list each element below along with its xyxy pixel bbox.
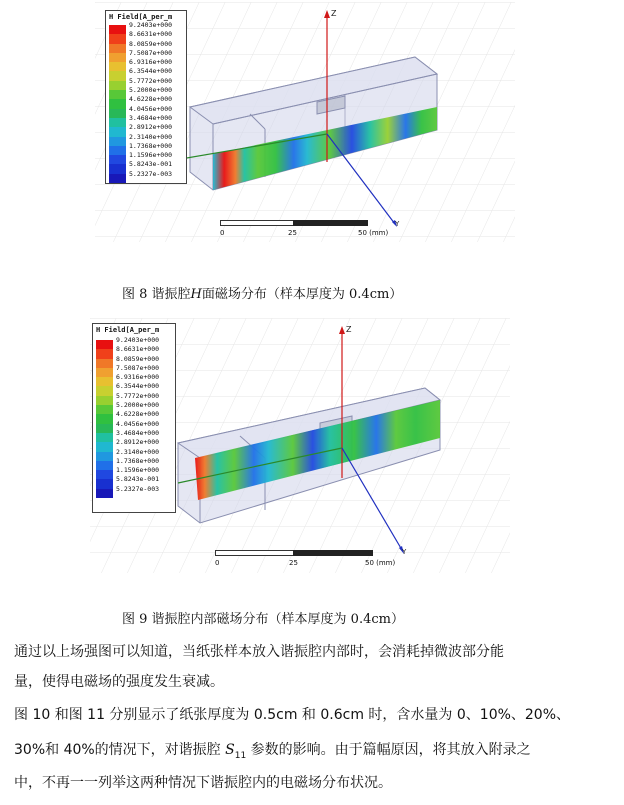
legend-swatch	[109, 81, 126, 90]
scale-tick-25: 25	[289, 559, 298, 567]
legend-swatch	[96, 349, 113, 358]
legend-value: 4.6228e+000	[116, 410, 160, 419]
z-axis-label: Z	[331, 9, 337, 18]
legend-swatch	[109, 155, 126, 164]
legend-value: 9.2403e+000	[129, 21, 173, 29]
legend-value: 4.0456e+000	[116, 419, 160, 428]
legend-swatch	[96, 424, 113, 433]
figure-8-caption: 图 8 谐振腔H面磁场分布（样本厚度为 0.4cm）	[122, 287, 403, 302]
legend-swatch	[109, 174, 126, 183]
s-parameter-symbol: S	[225, 742, 235, 758]
legend-swatch	[109, 164, 126, 173]
color-legend	[105, 10, 187, 184]
legend-swatch	[109, 62, 126, 71]
legend-value: 6.3544e+000	[129, 67, 173, 76]
legend-value: 5.8243e-001	[116, 475, 160, 484]
figure-9-caption: 图 9 谐振腔内部磁场分布（样本厚度为 0.4cm）	[122, 612, 404, 627]
scale-tick-25: 25	[288, 229, 297, 237]
legend-value: 4.6228e+000	[129, 95, 173, 104]
legend-value: 8.0859e+000	[129, 39, 173, 48]
legend-title: H Field[A_per_m	[96, 326, 160, 334]
scale-bar	[220, 220, 389, 240]
legend-value: 6.9316e+000	[116, 373, 160, 382]
scale-tick-0: 0	[215, 559, 220, 567]
legend-swatch	[109, 71, 126, 80]
legend-swatch	[109, 118, 126, 127]
legend-values	[129, 22, 172, 180]
legend-swatch	[109, 25, 126, 34]
legend-swatch	[96, 359, 113, 368]
legend-value: 8.6631e+000	[129, 30, 173, 39]
legend-swatch	[109, 90, 126, 99]
legend-value: 8.0859e+000	[116, 354, 160, 363]
legend-value: 2.3140e+000	[129, 132, 173, 141]
legend-swatch	[109, 146, 126, 155]
legend-swatch	[109, 109, 126, 118]
scale-bar	[215, 550, 396, 570]
scale-tick-50: 50 (mm)	[365, 559, 396, 567]
legend-swatch	[109, 137, 126, 146]
paragraph-line-2: 量，使得电磁场的强度发生衰减。	[14, 674, 224, 690]
legend-value: 1.1596e+000	[129, 151, 173, 160]
legend-swatch	[109, 34, 126, 43]
legend-swatch	[96, 452, 113, 461]
legend-swatch	[109, 127, 126, 136]
legend-swatch	[109, 44, 126, 53]
scale-tick-50: 50 (mm)	[358, 229, 389, 237]
legend-swatch	[96, 442, 113, 451]
z-axis-label: Z	[346, 325, 352, 334]
legend-value: 2.3140e+000	[116, 447, 160, 456]
legend-value: 5.2327e-003	[116, 484, 160, 493]
paragraph-line-5: 中，不再一一列举这两种情况下谐振腔内的电磁场分布状况。	[14, 775, 392, 791]
legend-swatch	[109, 53, 126, 62]
legend-swatch	[96, 433, 113, 442]
legend-value: 2.8912e+000	[116, 438, 160, 447]
legend-value: 3.4684e+000	[129, 113, 173, 122]
legend-swatches	[109, 25, 126, 183]
legend-value: 7.5087e+000	[116, 363, 160, 372]
legend-value: 5.8243e-001	[129, 160, 173, 169]
legend-value: 9.2403e+000	[116, 336, 160, 344]
legend-value: 6.9316e+000	[129, 58, 173, 67]
figure-8	[95, 2, 515, 242]
legend-swatch	[96, 414, 113, 423]
legend-swatch	[96, 461, 113, 470]
legend-value: 1.1596e+000	[116, 466, 160, 475]
legend-swatch	[96, 377, 113, 386]
legend-value: 2.8912e+000	[129, 123, 173, 132]
legend-value: 4.0456e+000	[129, 104, 173, 113]
legend-value: 5.2000e+000	[129, 86, 173, 95]
legend-swatch	[96, 489, 113, 498]
figure-9	[90, 318, 510, 573]
legend-swatch	[109, 99, 126, 108]
legend-swatch	[96, 386, 113, 395]
legend-swatch	[96, 340, 113, 349]
legend-swatch	[96, 368, 113, 377]
legend-value: 3.4684e+000	[116, 428, 160, 437]
legend-value: 1.7368e+000	[129, 141, 173, 150]
legend-value: 5.2000e+000	[116, 401, 160, 410]
legend-title: H Field[A_per_m	[109, 13, 173, 21]
legend-value: 7.5087e+000	[129, 48, 173, 57]
legend-value: 8.6631e+000	[116, 345, 160, 354]
legend-values	[116, 337, 159, 495]
y-axis-label: Y	[395, 220, 400, 228]
legend-swatch	[96, 405, 113, 414]
color-legend	[92, 323, 176, 513]
legend-swatch	[96, 479, 113, 488]
legend-value: 5.2327e-003	[129, 169, 173, 178]
legend-value: 6.3544e+000	[116, 382, 160, 391]
paragraph-line-3: 图 10 和图 11 分别显示了纸张厚度为 0.5cm 和 0.6cm 时，含水量为 0、10%、20%、	[14, 707, 571, 723]
y-axis-label: Y	[402, 548, 407, 556]
scale-tick-0: 0	[220, 229, 225, 237]
legend-value: 5.7772e+000	[129, 76, 173, 85]
legend-value: 1.7368e+000	[116, 456, 160, 465]
paragraph-line-4: 30%和 40%的情况下，对谐振腔 $S_{11}$ 参数的影响。由于篇幅原因，将其放入附录之	[14, 742, 531, 761]
legend-value: 5.7772e+000	[116, 391, 160, 400]
legend-swatches	[96, 340, 113, 498]
paragraph-line-1: 通过以上场强图可以知道，当纸张样本放入谐振腔内部时，会消耗掉微波部分能	[14, 644, 504, 660]
legend-swatch	[96, 470, 113, 479]
legend-swatch	[96, 396, 113, 405]
